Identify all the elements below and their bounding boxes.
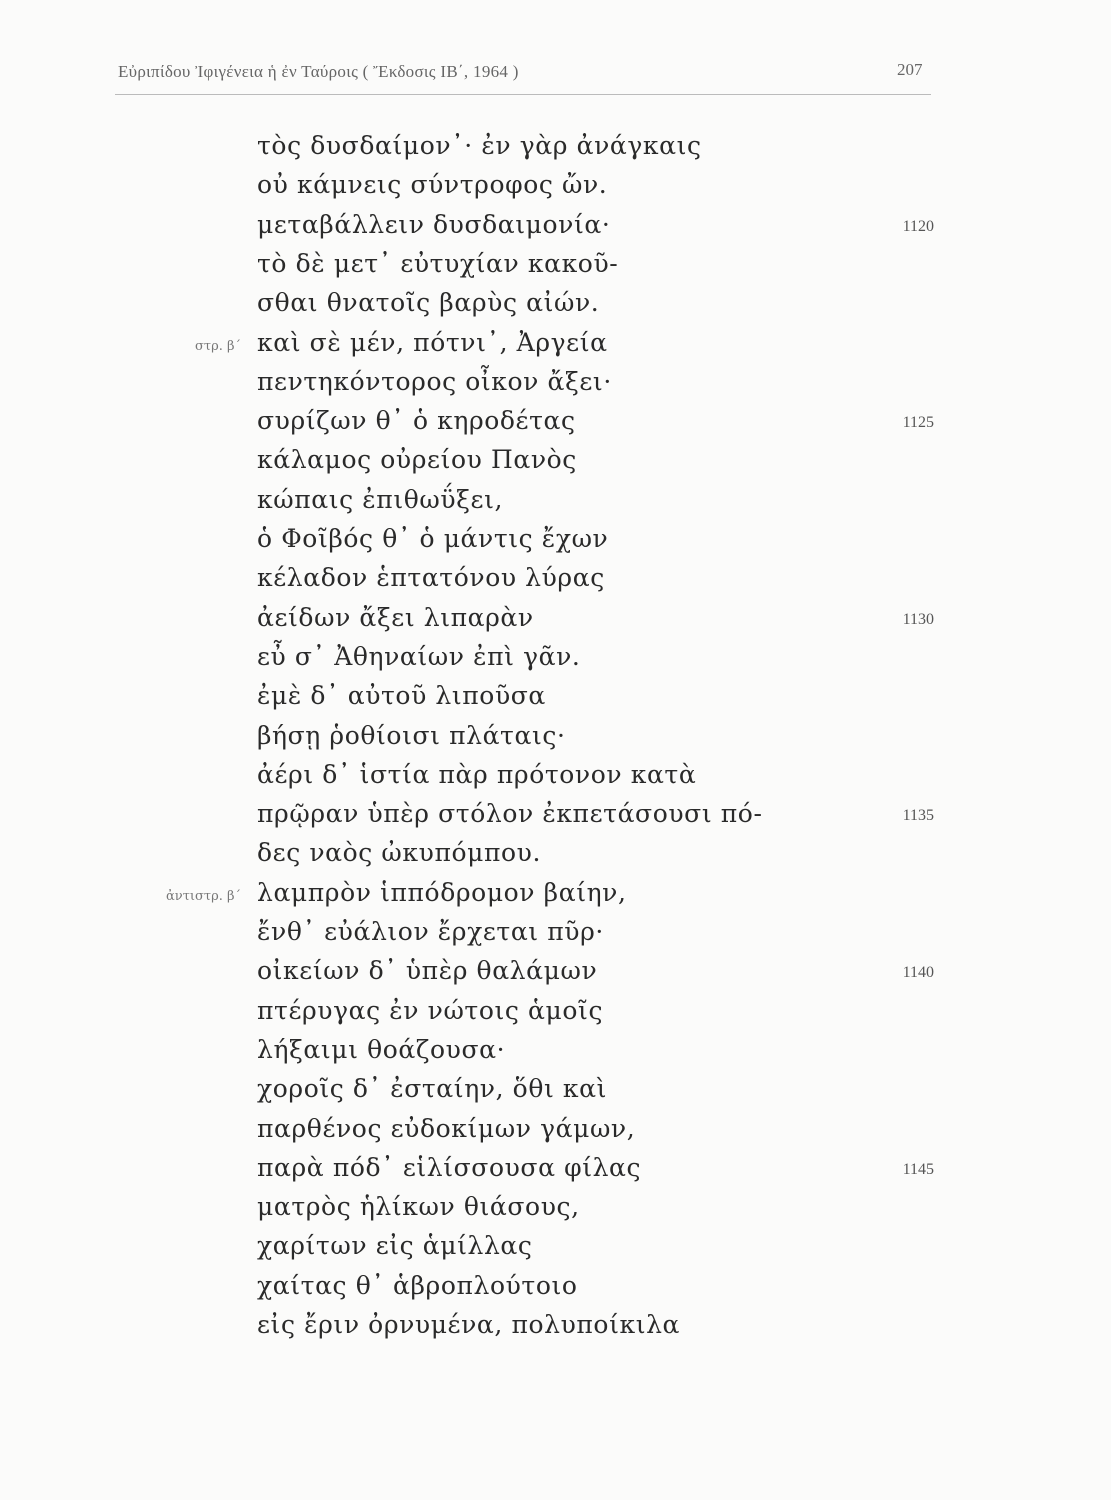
verse-line: [0, 1150, 1111, 1186]
verse-text: μεταβάλλειν δυσδαιμονία·: [257, 209, 611, 239]
verse-line: [0, 993, 1111, 1029]
verse-text: χαρίτων εἰς ἁμίλλας: [257, 1231, 533, 1261]
verse-text: εἰς ἔριν ὀρνυμένα, πολυποίκιλα: [257, 1310, 681, 1339]
verse-line: [0, 403, 1111, 439]
verse-line: [0, 914, 1111, 950]
verse-text: ἀέρι δ᾽ ἱστία πὰρ πρότονον κατὰ: [257, 759, 697, 789]
verse-line: [0, 364, 1111, 400]
verse-text: καὶ σὲ μέν, πότνι᾽, Ἀργεία: [257, 327, 608, 357]
verse-text: χοροῖς δ᾽ ἐσταίην, ὅθι καὶ: [257, 1074, 608, 1104]
verse-text: ἔνθ᾽ εὐάλιον ἔρχεται πῦρ·: [257, 917, 604, 946]
verse-line: [0, 835, 1111, 871]
verse-text: πεντηκόντορος οἶκον ἄξει·: [257, 366, 612, 396]
line-number: 1140: [902, 964, 934, 982]
verse-text: βήσῃ ῥοθίοισι πλάταις·: [257, 720, 566, 750]
verse-line: [0, 718, 1111, 754]
verse-line: [0, 246, 1111, 282]
verse-line: [0, 285, 1111, 321]
verse-line: [0, 1307, 1111, 1343]
verse-text: κέλαδον ἑπτατόνου λύρας: [257, 563, 605, 593]
verse-text: κάλαμος οὐρείου Πανὸς: [257, 445, 577, 475]
verse-line: [0, 1189, 1111, 1225]
page-number: 207: [897, 60, 923, 79]
verse-text: σθαι θνατοῖς βαρὺς αἰών.: [257, 288, 600, 318]
verse-text: παρὰ πόδ᾽ εἱλίσσουσα φίλας: [257, 1152, 642, 1182]
verse-line: [0, 560, 1111, 596]
verse-text: δες ναὸς ὠκυπόμπου.: [257, 838, 541, 868]
verse-text: τὸς δυσδαίμον᾽· ἐν γὰρ ἀνάγκαις: [257, 131, 702, 160]
strophe-label: στρ. β΄: [195, 338, 241, 354]
line-number: 1145: [902, 1160, 934, 1178]
verse-text: κώπαις ἐπιθωΰξει,: [257, 484, 504, 514]
verse-text: λαμπρὸν ἱππόδρομον βαίην,: [257, 877, 627, 907]
verse-text: ἐμὲ δ᾽ αὐτοῦ λιποῦσα: [257, 681, 546, 711]
line-number: 1120: [902, 217, 934, 235]
verse-line: [0, 600, 1111, 636]
verse-text: ἀείδων ἄξει λιπαρὰν: [257, 602, 534, 632]
verse-text: λήξαιμι θοάζουσα·: [257, 1034, 506, 1064]
verse-line: [0, 796, 1111, 832]
verse-line: [0, 442, 1111, 478]
line-number: 1130: [902, 610, 934, 628]
verse-text: συρίζων θ᾽ ὁ κηροδέτας: [257, 406, 576, 436]
verse-line: [0, 482, 1111, 518]
verse-line: [0, 1071, 1111, 1107]
verse-line: [0, 207, 1111, 243]
verse-line: [0, 325, 1111, 361]
verse-text: πρῷραν ὑπὲρ στόλον ἐκπετάσουσι πό-: [257, 799, 763, 829]
line-number: 1135: [902, 807, 934, 825]
verse-line: [0, 953, 1111, 989]
verse-line: [0, 128, 1111, 164]
verse-text: ματρὸς ἡλίκων θιάσους,: [257, 1192, 580, 1222]
verse-line: [0, 757, 1111, 793]
verse-text: ὁ Φοῖβός θ᾽ ὁ μάντις ἔχων: [257, 524, 609, 553]
verse-line: [0, 875, 1111, 911]
verse-text: οἰκείων δ᾽ ὑπὲρ θαλάμων: [257, 956, 598, 986]
running-head: Εὐριπίδου Ἰφιγένεια ἡ ἐν Ταύροις ( Ἔκδοσις ΙΒ΄, 1964 ): [118, 62, 519, 81]
verse-text: οὐ κάμνεις σύντροφος ὤν.: [257, 170, 608, 200]
verse-line: [0, 1228, 1111, 1264]
verse-text: τὸ δὲ μετ᾽ εὐτυχίαν κακοῦ-: [257, 248, 619, 278]
verse-line: [0, 167, 1111, 203]
verse-line: [0, 639, 1111, 675]
verse-line: [0, 1268, 1111, 1304]
verse-line: [0, 1032, 1111, 1068]
verse-line: [0, 521, 1111, 557]
verse-text: εὖ σ᾽ Ἀθηναίων ἐπὶ γᾶν.: [257, 641, 581, 671]
verse-line: [0, 1111, 1111, 1147]
strophe-label: ἀντιστρ. β΄: [166, 888, 241, 904]
line-number: 1125: [902, 414, 934, 432]
header-rule: [115, 94, 931, 95]
verse-text: πτέρυγας ἐν νώτοις ἁμοῖς: [257, 995, 604, 1025]
verse-line: [0, 678, 1111, 714]
verse-text: χαίτας θ᾽ ἁβροπλούτοιο: [257, 1270, 578, 1300]
verse-text: παρθένος εὐδοκίμων γάμων,: [257, 1113, 636, 1143]
